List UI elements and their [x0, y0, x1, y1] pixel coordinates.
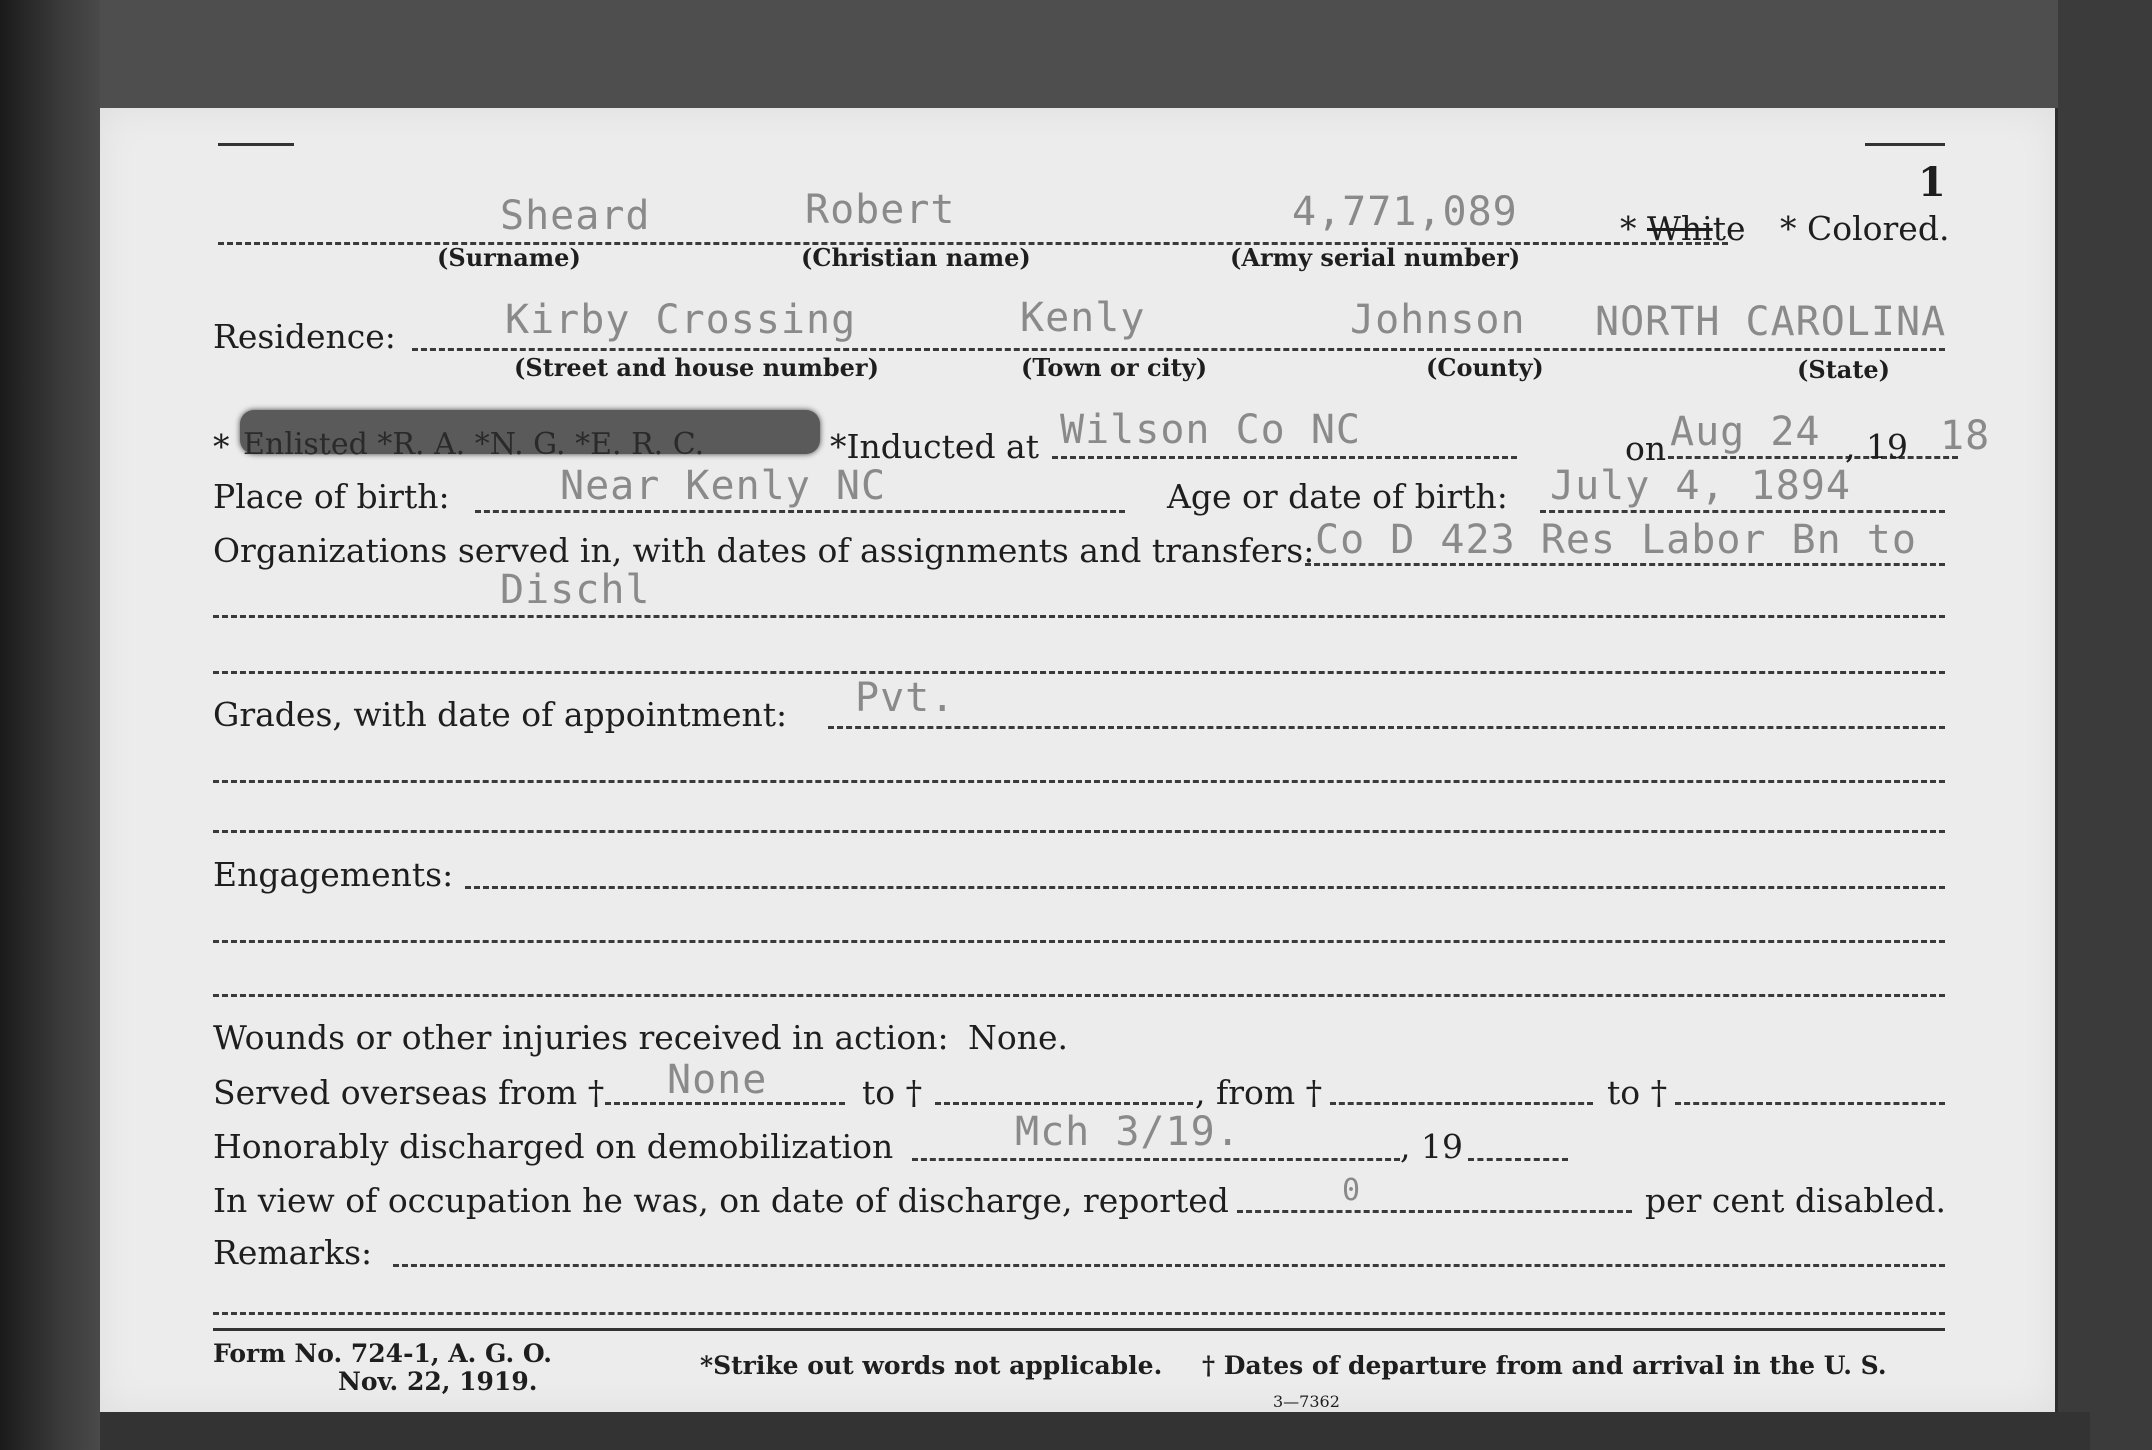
- wounds-label: Wounds or other injuries received in action:: [213, 1018, 949, 1057]
- dates-note: † Dates of departure from and arrival in the U. S.: [1202, 1351, 1887, 1380]
- race-white: * White: [1620, 209, 1746, 248]
- residence-county-value: Johnson: [1350, 297, 1526, 343]
- organizations-value-line1: Co D 423 Res Labor Bn to: [1315, 517, 1917, 563]
- inducted-label: *Inducted at: [830, 427, 1039, 466]
- form-number: Form No. 724-1, A. G. O.: [213, 1339, 552, 1368]
- scan-top-edge: [100, 0, 2090, 108]
- grades-line-2: [213, 780, 1945, 783]
- corner-mark-right: [1865, 143, 1945, 146]
- street-label: (Street and house number): [514, 353, 879, 382]
- overseas-from-label: Served overseas from †: [213, 1073, 605, 1112]
- overseas-from2-line: [1330, 1102, 1593, 1105]
- engagements-line-1: [465, 886, 1945, 889]
- county-label: (County): [1426, 353, 1544, 382]
- scan-right-edge: [2058, 0, 2152, 1450]
- overseas-to2-line: [1675, 1102, 1945, 1105]
- overseas-to-line: [935, 1102, 1193, 1105]
- scan-left-edge: [0, 0, 100, 1450]
- footer-rule: [213, 1328, 1945, 1331]
- inducted-at-value: Wilson Co NC: [1060, 407, 1361, 453]
- disability-suffix: per cent disabled.: [1645, 1181, 1947, 1220]
- form-date: Nov. 22, 1919.: [338, 1367, 538, 1396]
- residence-label: Residence:: [213, 317, 396, 356]
- serial-number-value: 4,771,089: [1292, 189, 1518, 235]
- place-of-birth-line: [475, 510, 1125, 513]
- grades-line-3: [213, 830, 1945, 833]
- discharge-year-line: [1468, 1158, 1568, 1161]
- overseas-to-label: to †: [862, 1073, 923, 1112]
- enlisted-struck-text: Enlisted *R. A. *N. G. *E. R. C.: [243, 427, 705, 462]
- disability-label: In view of occupation he was, on date of discharge, reported: [213, 1181, 1229, 1220]
- residence-street-value: Kirby Crossing: [505, 297, 857, 343]
- discharge-value: Mch 3/19.: [1015, 1109, 1241, 1155]
- induction-year-value: 18: [1940, 413, 1991, 459]
- remarks-line-2: [213, 1312, 1945, 1315]
- grades-label: Grades, with date of appointment:: [213, 695, 788, 734]
- overseas-to2-label: to †: [1607, 1073, 1668, 1112]
- discharge-label: Honorably discharged on demobilization: [213, 1127, 894, 1166]
- birth-date-label: Age or date of birth:: [1167, 477, 1508, 516]
- engagements-label: Engagements:: [213, 855, 454, 894]
- residence-town-value: Kenly: [1020, 295, 1146, 341]
- scan-bottom-edge: [100, 1412, 2090, 1450]
- surname-label: (Surname): [437, 243, 581, 272]
- remarks-label: Remarks:: [213, 1233, 373, 1272]
- overseas-from2-label: , from †: [1195, 1073, 1323, 1112]
- disability-line: [1237, 1210, 1632, 1213]
- organizations-value-line2: Dischl: [500, 567, 651, 613]
- engagements-line-2: [213, 940, 1945, 943]
- wounds-value: None.: [968, 1018, 1069, 1057]
- place-of-birth-label: Place of birth:: [213, 477, 450, 516]
- organizations-label: Organizations served in, with dates of assignments and transfers:: [213, 531, 1315, 570]
- surname-value: Sheard: [500, 193, 651, 239]
- discharge-year-label: , 19: [1400, 1127, 1463, 1166]
- residence-state-value: NORTH CAROLINA: [1595, 299, 1947, 345]
- serial-number-label: (Army serial number): [1230, 243, 1521, 272]
- corner-mark-left: [218, 143, 294, 146]
- remarks-line-1: [393, 1264, 1945, 1267]
- disability-value: 0: [1342, 1173, 1362, 1208]
- organizations-line-1: [1305, 563, 1945, 566]
- organizations-line-2: [213, 615, 1945, 618]
- print-code: 3—7362: [1273, 1392, 1340, 1411]
- induction-date-value: Aug 24: [1670, 409, 1821, 455]
- card-number: 1: [1918, 159, 1946, 206]
- induction-year-prefix: , 19: [1845, 427, 1908, 466]
- overseas-from-line: [605, 1102, 845, 1105]
- engagements-line-3: [213, 994, 1945, 997]
- overseas-from-value: None: [667, 1057, 768, 1103]
- town-label: (Town or city): [1021, 353, 1208, 382]
- grades-line-1: [828, 726, 1945, 729]
- state-label: (State): [1797, 355, 1891, 384]
- christian-name-label: (Christian name): [801, 243, 1031, 272]
- service-record-card: [100, 108, 2055, 1412]
- induction-date-line: [1668, 456, 1958, 459]
- place-of-birth-value: Near Kenly NC: [560, 463, 887, 509]
- on-label: on: [1625, 429, 1667, 468]
- christian-name-value: Robert: [805, 187, 956, 233]
- inducted-line: [1052, 456, 1517, 459]
- organizations-line-3: [213, 671, 1945, 674]
- residence-line: [412, 348, 1945, 351]
- birth-date-value: July 4, 1894: [1550, 463, 1851, 509]
- race-colored: * Colored.: [1780, 209, 1950, 248]
- discharge-line: [912, 1158, 1400, 1161]
- birth-date-line: [1540, 510, 1945, 513]
- strike-out-note: *Strike out words not applicable.: [700, 1351, 1163, 1380]
- induction-asterisk: *: [213, 427, 230, 466]
- grades-value: Pvt.: [855, 675, 956, 721]
